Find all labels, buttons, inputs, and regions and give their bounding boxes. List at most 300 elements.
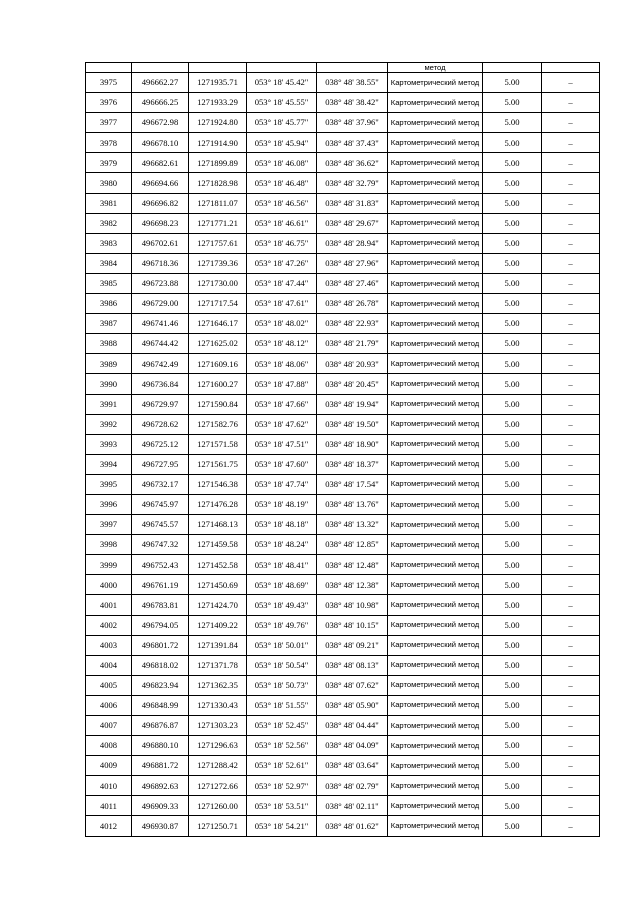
cell-longitude: 038° 48' 20.45" <box>317 374 388 394</box>
cell-method: Картометрический метод <box>388 575 483 595</box>
table-row <box>86 776 600 796</box>
cell-y-coordinate: 1271452.58 <box>189 555 247 575</box>
cell-note: – <box>542 334 600 354</box>
cell-point-number: 4003 <box>86 635 132 655</box>
cell-note: – <box>542 555 600 575</box>
cell-point-number: 4009 <box>86 756 132 776</box>
coordinates-table-body <box>86 63 600 837</box>
table-row <box>86 233 600 253</box>
cell-x-coordinate: 496672.98 <box>132 113 189 133</box>
cell-precision: 5.00 <box>483 133 542 153</box>
cell-note: – <box>542 756 600 776</box>
cell-longitude: 038° 48' 02.79" <box>317 776 388 796</box>
cell-method: Картометрический метод <box>388 173 483 193</box>
cell-point-number: 3984 <box>86 253 132 273</box>
cell-note: – <box>542 133 600 153</box>
cell-y-coordinate: 1271811.07 <box>189 193 247 213</box>
cell-x-coordinate: 496801.72 <box>132 635 189 655</box>
cell-x-coordinate: 496698.23 <box>132 213 189 233</box>
cell-y-coordinate: 1271303.23 <box>189 716 247 736</box>
cell-note: – <box>542 153 600 173</box>
cell-point-number: 3994 <box>86 454 132 474</box>
table-row <box>86 334 600 354</box>
table-row <box>86 193 600 213</box>
cell-precision: 5.00 <box>483 193 542 213</box>
cell-x-coordinate: 496696.82 <box>132 193 189 213</box>
cell-longitude: 038° 48' 37.96" <box>317 113 388 133</box>
cell-precision: 5.00 <box>483 374 542 394</box>
cell-longitude: 038° 48' 08.13" <box>317 655 388 675</box>
cell-precision: 5.00 <box>483 816 542 836</box>
cell-latitude: 053° 18' 48.69" <box>247 575 317 595</box>
table-row <box>86 314 600 334</box>
cell-note: – <box>542 796 600 816</box>
table-row <box>86 93 600 113</box>
cell-longitude: 038° 48' 38.42" <box>317 93 388 113</box>
cell-point-number: 4008 <box>86 736 132 756</box>
cell-latitude: 053° 18' 54.21" <box>247 816 317 836</box>
cell-note: – <box>542 474 600 494</box>
cell-latitude: 053° 18' 48.41" <box>247 555 317 575</box>
cell-point-number: 4002 <box>86 615 132 635</box>
cell-note: – <box>542 575 600 595</box>
cell-y-coordinate: 1271609.16 <box>189 354 247 374</box>
cell-x-coordinate: 496876.87 <box>132 716 189 736</box>
cell-method: Картометрический метод <box>388 796 483 816</box>
cell-longitude: 038° 48' 27.96" <box>317 253 388 273</box>
cell-point-number: 3989 <box>86 354 132 374</box>
cell-method: Картометрический метод <box>388 193 483 213</box>
cell-note: – <box>542 635 600 655</box>
cell-point-number: 4007 <box>86 716 132 736</box>
cell-point-number: 3976 <box>86 93 132 113</box>
cell-x-coordinate: 496741.46 <box>132 314 189 334</box>
cell-empty <box>189 63 247 73</box>
cell-latitude: 053° 18' 46.48" <box>247 173 317 193</box>
cell-precision: 5.00 <box>483 73 542 93</box>
cell-x-coordinate: 496794.05 <box>132 615 189 635</box>
cell-x-coordinate: 496745.57 <box>132 515 189 535</box>
cell-method: Картометрический метод <box>388 535 483 555</box>
cell-longitude: 038° 48' 01.62" <box>317 816 388 836</box>
cell-point-number: 4006 <box>86 695 132 715</box>
cell-latitude: 053° 18' 47.26" <box>247 253 317 273</box>
cell-longitude: 038° 48' 32.79" <box>317 173 388 193</box>
cell-note: – <box>542 716 600 736</box>
cell-method: Картометрический метод <box>388 776 483 796</box>
cell-longitude: 038° 48' 07.62" <box>317 675 388 695</box>
cell-latitude: 053° 18' 48.02" <box>247 314 317 334</box>
cell-x-coordinate: 496747.32 <box>132 535 189 555</box>
cell-latitude: 053° 18' 48.06" <box>247 354 317 374</box>
cell-method: Картометрический метод <box>388 756 483 776</box>
cell-longitude: 038° 48' 28.94" <box>317 233 388 253</box>
cell-x-coordinate: 496823.94 <box>132 675 189 695</box>
cell-longitude: 038° 48' 31.83" <box>317 193 388 213</box>
cell-point-number: 3978 <box>86 133 132 153</box>
cell-note: – <box>542 675 600 695</box>
cell-longitude: 038° 48' 36.62" <box>317 153 388 173</box>
cell-longitude: 038° 48' 22.93" <box>317 314 388 334</box>
cell-latitude: 053° 18' 47.60" <box>247 454 317 474</box>
cell-latitude: 053° 18' 49.43" <box>247 595 317 615</box>
cell-longitude: 038° 48' 09.21" <box>317 635 388 655</box>
table-row <box>86 535 600 555</box>
cell-note: – <box>542 314 600 334</box>
cell-y-coordinate: 1271371.78 <box>189 655 247 675</box>
cell-note: – <box>542 233 600 253</box>
cell-point-number: 3993 <box>86 434 132 454</box>
cell-latitude: 053° 18' 46.75" <box>247 233 317 253</box>
cell-point-number: 3996 <box>86 494 132 514</box>
cell-y-coordinate: 1271561.75 <box>189 454 247 474</box>
table-row <box>86 736 600 756</box>
cell-x-coordinate: 496818.02 <box>132 655 189 675</box>
cell-note: – <box>542 655 600 675</box>
cell-x-coordinate: 496694.66 <box>132 173 189 193</box>
cell-point-number: 4000 <box>86 575 132 595</box>
cell-precision: 5.00 <box>483 354 542 374</box>
cell-note: – <box>542 454 600 474</box>
cell-method: Картометрический метод <box>388 635 483 655</box>
cell-longitude: 038° 48' 02.11" <box>317 796 388 816</box>
table-row <box>86 434 600 454</box>
cell-note: – <box>542 173 600 193</box>
cell-latitude: 053° 18' 48.18" <box>247 515 317 535</box>
cell-longitude: 038° 48' 17.54" <box>317 474 388 494</box>
cell-y-coordinate: 1271646.17 <box>189 314 247 334</box>
cell-latitude: 053° 18' 47.88" <box>247 374 317 394</box>
cell-x-coordinate: 496666.25 <box>132 93 189 113</box>
cell-longitude: 038° 48' 26.78" <box>317 294 388 314</box>
cell-latitude: 053° 18' 45.42" <box>247 73 317 93</box>
cell-precision: 5.00 <box>483 434 542 454</box>
cell-longitude: 038° 48' 03.64" <box>317 756 388 776</box>
cell-y-coordinate: 1271250.71 <box>189 816 247 836</box>
cell-latitude: 053° 18' 45.94" <box>247 133 317 153</box>
cell-empty <box>317 63 388 73</box>
cell-latitude: 053° 18' 48.24" <box>247 535 317 555</box>
cell-y-coordinate: 1271424.70 <box>189 595 247 615</box>
cell-point-number: 3995 <box>86 474 132 494</box>
cell-x-coordinate: 496718.36 <box>132 253 189 273</box>
cell-latitude: 053° 18' 52.56" <box>247 736 317 756</box>
cell-latitude: 053° 18' 50.01" <box>247 635 317 655</box>
cell-note: – <box>542 736 600 756</box>
cell-note: – <box>542 213 600 233</box>
table-row <box>86 555 600 575</box>
cell-longitude: 038° 48' 37.43" <box>317 133 388 153</box>
table-row <box>86 494 600 514</box>
table-row <box>86 515 600 535</box>
cell-x-coordinate: 496662.27 <box>132 73 189 93</box>
cell-precision: 5.00 <box>483 635 542 655</box>
cell-x-coordinate: 496783.81 <box>132 595 189 615</box>
cell-method: Картометрический метод <box>388 434 483 454</box>
cell-point-number: 4001 <box>86 595 132 615</box>
cell-point-number: 3997 <box>86 515 132 535</box>
cell-x-coordinate: 496745.97 <box>132 494 189 514</box>
cell-method: Картометрический метод <box>388 93 483 113</box>
table-row <box>86 133 600 153</box>
cell-y-coordinate: 1271582.76 <box>189 414 247 434</box>
cell-y-coordinate: 1271935.71 <box>189 73 247 93</box>
cell-x-coordinate: 496881.72 <box>132 756 189 776</box>
cell-precision: 5.00 <box>483 655 542 675</box>
cell-precision: 5.00 <box>483 153 542 173</box>
cell-latitude: 053° 18' 47.62" <box>247 414 317 434</box>
cell-x-coordinate: 496761.19 <box>132 575 189 595</box>
cell-precision: 5.00 <box>483 173 542 193</box>
cell-empty <box>542 63 600 73</box>
cell-x-coordinate: 496930.87 <box>132 816 189 836</box>
cell-point-number: 3981 <box>86 193 132 213</box>
cell-x-coordinate: 496725.12 <box>132 434 189 454</box>
cell-point-number: 3982 <box>86 213 132 233</box>
cell-latitude: 053° 18' 49.76" <box>247 615 317 635</box>
cell-precision: 5.00 <box>483 314 542 334</box>
table-row <box>86 294 600 314</box>
cell-longitude: 038° 48' 38.55" <box>317 73 388 93</box>
cell-precision: 5.00 <box>483 716 542 736</box>
cell-latitude: 053° 18' 47.44" <box>247 273 317 293</box>
cell-y-coordinate: 1271260.00 <box>189 796 247 816</box>
cell-longitude: 038° 48' 05.90" <box>317 695 388 715</box>
cell-latitude: 053° 18' 46.61" <box>247 213 317 233</box>
table-row <box>86 173 600 193</box>
table-row <box>86 153 600 173</box>
cell-method: Картометрический метод <box>388 153 483 173</box>
cell-method: Картометрический метод <box>388 695 483 715</box>
cell-x-coordinate: 496678.10 <box>132 133 189 153</box>
cell-y-coordinate: 1271296.63 <box>189 736 247 756</box>
cell-latitude: 053° 18' 46.56" <box>247 193 317 213</box>
cell-method: Картометрический метод <box>388 555 483 575</box>
cell-precision: 5.00 <box>483 394 542 414</box>
cell-x-coordinate: 496909.33 <box>132 796 189 816</box>
cell-point-number: 3991 <box>86 394 132 414</box>
cell-precision: 5.00 <box>483 113 542 133</box>
cell-y-coordinate: 1271362.35 <box>189 675 247 695</box>
cell-x-coordinate: 496848.99 <box>132 695 189 715</box>
cell-longitude: 038° 48' 19.94" <box>317 394 388 414</box>
cell-point-number: 3992 <box>86 414 132 434</box>
cell-point-number: 3979 <box>86 153 132 173</box>
cell-method: Картометрический метод <box>388 314 483 334</box>
table-row <box>86 675 600 695</box>
cell-point-number: 3985 <box>86 273 132 293</box>
table-continuation-row <box>86 63 600 73</box>
cell-precision: 5.00 <box>483 615 542 635</box>
cell-x-coordinate: 496892.63 <box>132 776 189 796</box>
cell-longitude: 038° 48' 27.46" <box>317 273 388 293</box>
cell-precision: 5.00 <box>483 213 542 233</box>
cell-method: Картометрический метод <box>388 374 483 394</box>
table-row <box>86 374 600 394</box>
cell-precision: 5.00 <box>483 796 542 816</box>
table-row <box>86 414 600 434</box>
cell-latitude: 053° 18' 50.73" <box>247 675 317 695</box>
cell-precision: 5.00 <box>483 555 542 575</box>
cell-point-number: 4005 <box>86 675 132 695</box>
cell-method: Картометрический метод <box>388 253 483 273</box>
cell-note: – <box>542 615 600 635</box>
cell-y-coordinate: 1271571.58 <box>189 434 247 454</box>
cell-method: Картометрический метод <box>388 354 483 374</box>
cell-point-number: 3998 <box>86 535 132 555</box>
cell-point-number: 3988 <box>86 334 132 354</box>
cell-longitude: 038° 48' 13.32" <box>317 515 388 535</box>
table-row <box>86 575 600 595</box>
cell-method: Картометрический метод <box>388 655 483 675</box>
cell-y-coordinate: 1271600.27 <box>189 374 247 394</box>
table-row <box>86 213 600 233</box>
cell-x-coordinate: 496723.88 <box>132 273 189 293</box>
table-row <box>86 756 600 776</box>
cell-method: Картометрический метод <box>388 233 483 253</box>
cell-method: Картометрический метод <box>388 494 483 514</box>
cell-method: Картометрический метод <box>388 675 483 695</box>
cell-latitude: 053° 18' 52.97" <box>247 776 317 796</box>
cell-note: – <box>542 515 600 535</box>
table-row <box>86 73 600 93</box>
cell-note: – <box>542 695 600 715</box>
cell-latitude: 053° 18' 46.08" <box>247 153 317 173</box>
cell-x-coordinate: 496702.61 <box>132 233 189 253</box>
cell-method: Картометрический метод <box>388 133 483 153</box>
cell-note: – <box>542 414 600 434</box>
cell-precision: 5.00 <box>483 575 542 595</box>
cell-point-number: 3975 <box>86 73 132 93</box>
cell-y-coordinate: 1271933.29 <box>189 93 247 113</box>
cell-y-coordinate: 1271476.28 <box>189 494 247 514</box>
cell-longitude: 038° 48' 10.98" <box>317 595 388 615</box>
cell-point-number: 4004 <box>86 655 132 675</box>
cell-point-number: 4010 <box>86 776 132 796</box>
cell-x-coordinate: 496744.42 <box>132 334 189 354</box>
table-row <box>86 655 600 675</box>
cell-precision: 5.00 <box>483 675 542 695</box>
cell-y-coordinate: 1271468.13 <box>189 515 247 535</box>
cell-method: Картометрический метод <box>388 294 483 314</box>
cell-note: – <box>542 776 600 796</box>
table-row <box>86 595 600 615</box>
cell-x-coordinate: 496752.43 <box>132 555 189 575</box>
cell-method: Картометрический метод <box>388 334 483 354</box>
cell-longitude: 038° 48' 12.38" <box>317 575 388 595</box>
cell-y-coordinate: 1271739.36 <box>189 253 247 273</box>
cell-point-number: 3990 <box>86 374 132 394</box>
cell-x-coordinate: 496729.00 <box>132 294 189 314</box>
cell-empty <box>132 63 189 73</box>
cell-y-coordinate: 1271459.58 <box>189 535 247 555</box>
cell-y-coordinate: 1271391.84 <box>189 635 247 655</box>
cell-note: – <box>542 73 600 93</box>
cell-point-number: 3980 <box>86 173 132 193</box>
cell-latitude: 053° 18' 47.51" <box>247 434 317 454</box>
cell-precision: 5.00 <box>483 273 542 293</box>
cell-x-coordinate: 496727.95 <box>132 454 189 474</box>
cell-empty <box>247 63 317 73</box>
cell-latitude: 053° 18' 47.66" <box>247 394 317 414</box>
cell-method: Картометрический метод <box>388 273 483 293</box>
cell-precision: 5.00 <box>483 233 542 253</box>
cell-point-number: 3987 <box>86 314 132 334</box>
cell-point-number: 4012 <box>86 816 132 836</box>
cell-longitude: 038° 48' 12.48" <box>317 555 388 575</box>
cell-longitude: 038° 48' 18.90" <box>317 434 388 454</box>
table-row <box>86 695 600 715</box>
cell-note: – <box>542 113 600 133</box>
cell-precision: 5.00 <box>483 454 542 474</box>
cell-longitude: 038° 48' 29.67" <box>317 213 388 233</box>
cell-longitude: 038° 48' 19.50" <box>317 414 388 434</box>
cell-precision: 5.00 <box>483 253 542 273</box>
cell-latitude: 053° 18' 47.61" <box>247 294 317 314</box>
cell-y-coordinate: 1271914.90 <box>189 133 247 153</box>
cell-longitude: 038° 48' 10.15" <box>317 615 388 635</box>
cell-note: – <box>542 193 600 213</box>
cell-point-number: 4011 <box>86 796 132 816</box>
cell-y-coordinate: 1271330.43 <box>189 695 247 715</box>
table-row <box>86 796 600 816</box>
cell-y-coordinate: 1271771.21 <box>189 213 247 233</box>
cell-note: – <box>542 253 600 273</box>
cell-note: – <box>542 374 600 394</box>
table-row <box>86 354 600 374</box>
coordinates-table <box>85 62 600 837</box>
cell-longitude: 038° 48' 04.44" <box>317 716 388 736</box>
cell-note: – <box>542 535 600 555</box>
cell-latitude: 053° 18' 53.51" <box>247 796 317 816</box>
cell-longitude: 038° 48' 12.85" <box>317 535 388 555</box>
cell-note: – <box>542 494 600 514</box>
cell-y-coordinate: 1271272.66 <box>189 776 247 796</box>
table-row <box>86 273 600 293</box>
cell-x-coordinate: 496742.49 <box>132 354 189 374</box>
cell-method: Картометрический метод <box>388 213 483 233</box>
cell-method: Картометрический метод <box>388 736 483 756</box>
cell-latitude: 053° 18' 52.45" <box>247 716 317 736</box>
cell-precision: 5.00 <box>483 515 542 535</box>
table-row <box>86 716 600 736</box>
cell-precision: 5.00 <box>483 294 542 314</box>
cell-y-coordinate: 1271717.54 <box>189 294 247 314</box>
cell-precision: 5.00 <box>483 494 542 514</box>
cell-latitude: 053° 18' 45.77" <box>247 113 317 133</box>
table-row <box>86 816 600 836</box>
cell-precision: 5.00 <box>483 535 542 555</box>
cell-point-number: 3986 <box>86 294 132 314</box>
cell-x-coordinate: 496729.97 <box>132 394 189 414</box>
cell-x-coordinate: 496736.84 <box>132 374 189 394</box>
table-row <box>86 253 600 273</box>
cell-note: – <box>542 394 600 414</box>
cell-precision: 5.00 <box>483 334 542 354</box>
table-row <box>86 615 600 635</box>
cell-y-coordinate: 1271625.02 <box>189 334 247 354</box>
cell-precision: 5.00 <box>483 756 542 776</box>
cell-method: Картометрический метод <box>388 816 483 836</box>
cell-latitude: 053° 18' 50.54" <box>247 655 317 675</box>
cell-y-coordinate: 1271730.00 <box>189 273 247 293</box>
cell-point-number: 3999 <box>86 555 132 575</box>
table-row <box>86 394 600 414</box>
cell-method: Картометрический метод <box>388 394 483 414</box>
cell-longitude: 038° 48' 18.37" <box>317 454 388 474</box>
table-row <box>86 635 600 655</box>
cell-latitude: 053° 18' 48.12" <box>247 334 317 354</box>
